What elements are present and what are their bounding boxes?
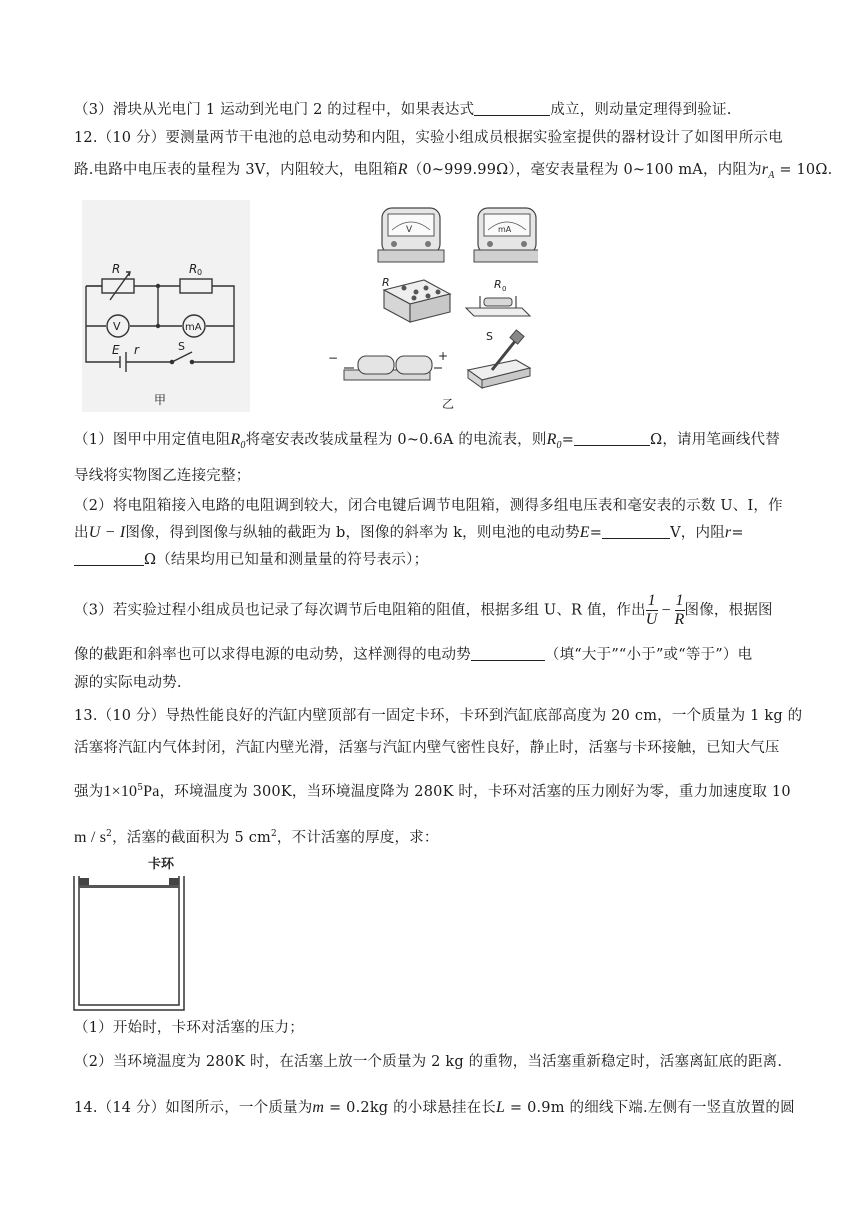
q13-part1: （1）开始时，卡环对活塞的压力； bbox=[74, 1020, 304, 1036]
card-ring-left bbox=[79, 878, 89, 885]
voltmeter-symbol: V bbox=[113, 320, 121, 333]
q12-part2-line1: （2）将电阻箱接入电路的电阻调到较大，闭合电键后调节电阻箱，测得多组电压表和毫安表的示数 U、I，作 bbox=[74, 498, 783, 514]
junction-dot bbox=[156, 284, 160, 288]
fig-label-card-ring: 卡环 bbox=[148, 857, 175, 872]
q12-part3-line3: 源的实际电动势. bbox=[74, 675, 182, 691]
cylinder-wall bbox=[74, 876, 184, 1010]
label-R0-sub: 0 bbox=[197, 268, 203, 277]
svg-text:S: S bbox=[486, 330, 493, 343]
label-R: R bbox=[112, 262, 121, 276]
label-R0: R bbox=[189, 262, 198, 276]
q12-part1-line2: 导线将实物图乙连接完整； bbox=[74, 468, 251, 484]
milliammeter-symbol: mA bbox=[185, 322, 202, 333]
q12-part2-line2: 出U − I图像，得到图像与纵轴的截距为 b，图像的斜率为 k，则电池的电动势E= V，内阻r= bbox=[74, 524, 744, 541]
fig-yi bbox=[324, 200, 538, 412]
q14-line1: 14.（14 分）如图所示，一个质量为m = 0.2kg 的小球悬挂在长L = 0.9m 的细线下端.左侧有一竖直放置的圆 bbox=[74, 1099, 795, 1116]
fig-jia-panel bbox=[82, 200, 250, 412]
answer-blank[interactable] bbox=[602, 524, 670, 539]
fraction-1-over-R: $\frac{1}{R}$ bbox=[674, 592, 685, 628]
q11-part3-text-a: （3）滑块从光电门 1 运动到光电门 2 的过程中，如果表达式 bbox=[74, 102, 475, 118]
q11-part3-text-b: 成立，则动量定理得到验证. bbox=[550, 102, 732, 118]
answer-blank[interactable] bbox=[474, 101, 550, 116]
q11-part3 bbox=[74, 100, 794, 120]
fraction-1-over-U: $\frac{1}{U}$ bbox=[645, 592, 658, 628]
cylinder-figure bbox=[70, 852, 190, 1014]
svg-text:R: R bbox=[494, 278, 502, 291]
fig-jia-caption: 甲 bbox=[154, 393, 167, 407]
answer-blank[interactable] bbox=[74, 551, 144, 566]
label-S: S bbox=[178, 340, 185, 353]
svg-text:−: − bbox=[328, 351, 339, 365]
voltmeter-device bbox=[378, 208, 444, 262]
q12-intro-line2: 路.电路中电压表的量程为 3V，内阻较大，电阻箱R（0~999.99Ω），毫安表量程为 0~100 mA，内阻为$r_A = 10\Omega$. bbox=[74, 161, 833, 181]
q13-line1: 13.（10 分）导热性能良好的汽缸内壁顶部有一固定卡环，卡环到汽缸底部高度为 20 cm，一个质量为 1 kg 的 bbox=[74, 708, 803, 724]
q13-line4: m / $s^2$，活塞的截面积为 5 $cm^2$，不计活塞的厚度，求： bbox=[74, 828, 439, 846]
svg-text:R: R bbox=[382, 276, 390, 289]
junction-dot bbox=[156, 324, 160, 328]
fig-yi-caption: 乙 bbox=[442, 397, 455, 411]
piston bbox=[79, 885, 179, 888]
q12-part3-line1: （3）若实验过程小组成员也记录了每次调节后电阻箱的阻值，根据多组 U、R 值，作出 $\frac{1}{U}$ − $\frac{1}{R}$ 图像，根据图 bbox=[74, 592, 773, 628]
q13-part2: （2）当环境温度为 280K 时，在活塞上放一个质量为 2 kg 的重物，当活塞重新稳定时，活塞离缸底的距离. bbox=[74, 1054, 783, 1070]
answer-blank[interactable] bbox=[471, 646, 545, 661]
answer-blank[interactable] bbox=[574, 431, 650, 446]
q12-intro-line1: 12.（10 分）要测量两节干电池的总电动势和内阻，实验小组成员根据实验室提供的器材设计了如图甲所示电 bbox=[74, 130, 783, 146]
q12-part3-line2: 像的截距和斜率也可以求得电源的电动势，这样测得的电动势 （填“大于”“小于”或“等于”）电 bbox=[74, 647, 753, 663]
card-ring-right bbox=[169, 878, 179, 885]
label-r: r bbox=[134, 343, 139, 357]
svg-text:0: 0 bbox=[502, 285, 507, 293]
q12-part1-line1: （1）图甲中用定值电阻$R_0$将毫安表改装成量程为 0~0.6A 的电流表，则$R_0= \Omega$，请用笔画线代替 bbox=[74, 431, 780, 451]
label-E: E bbox=[112, 343, 120, 357]
q13-line2: 活塞将汽缸内气体封闭，汽缸内壁光滑，活塞与汽缸内壁气密性良好，静止时，活塞与卡环接触，已知大气压 bbox=[74, 740, 780, 756]
svg-text:V: V bbox=[406, 225, 413, 235]
svg-text:mA: mA bbox=[498, 225, 512, 234]
q12-part2-line3: Ω（结果均用已知量和测量量的符号表示）； bbox=[74, 550, 794, 570]
q13-line3: 强为$1\times 10^5Pa$，环境温度为 300K，当环境温度降为 280K 时，卡环对活塞的压力刚好为零，重力加速度取 10 bbox=[74, 782, 791, 800]
circuit-figures bbox=[82, 200, 538, 412]
svg-text:+: + bbox=[438, 349, 449, 363]
milliammeter-device bbox=[474, 208, 538, 262]
